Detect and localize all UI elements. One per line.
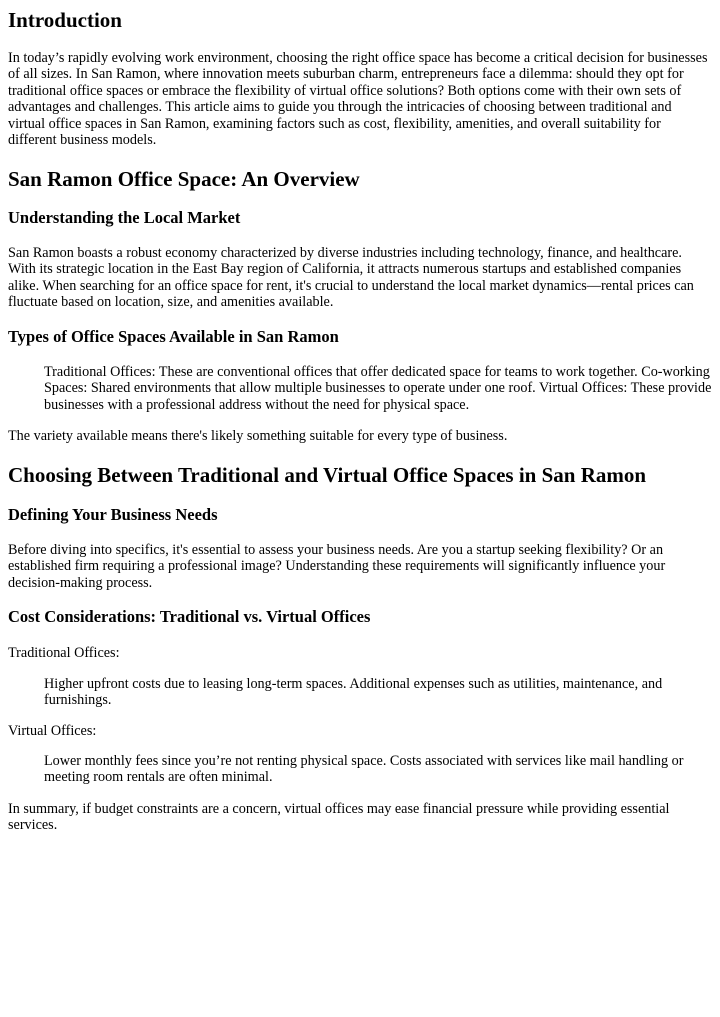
overview-heading: San Ramon Office Space: An Overview — [8, 167, 360, 191]
virtual-label: Virtual Offices: — [8, 723, 97, 739]
needs-heading: Defining Your Business Needs — [8, 505, 218, 524]
choosing-heading: Choosing Between Traditional and Virtual Office Spaces in San Ramon — [8, 463, 647, 487]
variety-paragraph: The variety available means there's likely something suitable for every type of business. — [8, 428, 508, 444]
traditional-label: Traditional Offices: — [8, 645, 120, 661]
intro-paragraph: In today’s rapidly evolving work environment, choosing the right office space has become a critical decision for businesses of all sizes. In San Ramon, where innovation meets suburban charm, entrepreneurs face a dilemma: should they opt for traditional office spaces or embrace the flexibility of virtual office solutions? Both options come with their own sets of advantages and challenges. This article aims to guide you through the intricacies of choosing between traditional and virtual office spaces in San Ramon, examining factors such as cost, flexibility, amenities, and overall suitability for different business models. — [8, 50, 708, 149]
types-blockquote: Traditional Offices: These are conventional offices that offer dedicated space for teams to work together. Co-working Spaces: Shared environments that allow multiple businesses to operate under one roof. Virtual Offices: These provide businesses with a professional address without the need for physical space. — [44, 364, 712, 413]
virtual-blockquote: Lower monthly fees since you’re not renting physical space. Costs associated with services like mail handling or meeting room rentals are often minimal. — [44, 753, 684, 786]
cost-heading: Cost Considerations: Traditional vs. Virtual Offices — [8, 607, 371, 626]
types-heading: Types of Office Spaces Available in San Ramon — [8, 327, 339, 346]
summary-paragraph: In summary, if budget constraints are a concern, virtual offices may ease financial pressure while providing essential services. — [8, 801, 670, 834]
local-market-paragraph: San Ramon boasts a robust economy characterized by diverse industries including technology, finance, and healthcare. With its strategic location in the East Bay region of California, it attracts numerous startups and established companies alike. When searching for an office space for rent, it's crucial to understand the local market dynamics—rental prices can fluctuate based on location, size, and amenities available. — [8, 245, 694, 311]
needs-paragraph: Before diving into specifics, it's essential to assess your business needs. Are you a startup seeking flexibility? Or an established firm requiring a professional image? Understanding these requirements will significantly influence your decision-making process. — [8, 542, 666, 591]
traditional-blockquote: Higher upfront costs due to leasing long-term spaces. Additional expenses such as utilities, maintenance, and furnishings. — [44, 676, 663, 709]
intro-heading: Introduction — [8, 8, 122, 32]
local-market-heading: Understanding the Local Market — [8, 208, 241, 227]
